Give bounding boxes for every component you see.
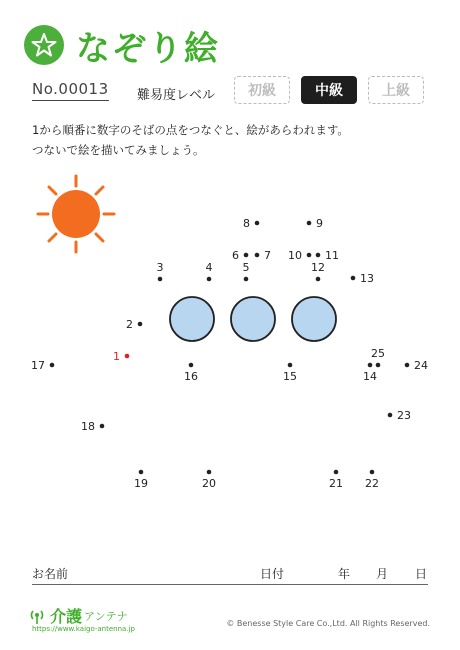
dot-label-17: 17: [31, 359, 45, 372]
dot-label-5: 5: [242, 261, 250, 274]
dot-10: [307, 253, 312, 258]
dot-label-18: 18: [81, 420, 95, 433]
dot-label-10: 10: [288, 249, 302, 262]
dot-15: [288, 363, 293, 368]
dot-label-4: 4: [205, 261, 213, 274]
dot-label-12: 12: [311, 261, 325, 274]
level-beginner-label: 初級: [248, 83, 276, 99]
window-3: [292, 297, 336, 341]
dot-9: [307, 221, 312, 226]
dot-label-22: 22: [365, 477, 379, 490]
dot-18: [100, 424, 105, 429]
dot-label-3: 3: [156, 261, 164, 274]
dot-17: [50, 363, 55, 368]
dot-label-2: 2: [126, 318, 133, 331]
dot-label-7: 7: [264, 249, 271, 262]
logo-name: 介護: [50, 607, 83, 626]
dot-5: [244, 277, 249, 282]
dot-label-19: 19: [134, 477, 148, 490]
name-label: お名前: [32, 567, 69, 581]
dot-label-8: 8: [243, 217, 250, 230]
dot-label-11: 11: [325, 249, 339, 262]
page-title: なぞり絵: [76, 28, 220, 69]
dot-21: [334, 470, 339, 475]
dot-label-25: 25: [371, 347, 385, 360]
sun-icon: [38, 176, 114, 252]
antenna-icon: [28, 607, 46, 625]
dot-12: [316, 277, 321, 282]
dot-label-16: 16: [184, 370, 198, 383]
dot-11: [316, 253, 321, 258]
dot-label-15: 15: [283, 370, 297, 383]
dot-24: [405, 363, 410, 368]
dot-2: [138, 322, 143, 327]
dot-16: [189, 363, 194, 368]
date-label: 日付: [260, 567, 285, 581]
dot-label-24: 24: [414, 359, 428, 372]
logo-sub: アンテナ: [84, 609, 128, 623]
dot-13: [351, 276, 356, 281]
instruction-line-2: つないで絵を描いてみましょう。: [32, 143, 205, 157]
dot-label-14: 14: [363, 370, 377, 383]
year-label: 年: [338, 567, 351, 581]
dot-label-21: 21: [329, 477, 343, 490]
dot-4: [207, 277, 212, 282]
window-2: [231, 297, 275, 341]
dot-19: [139, 470, 144, 475]
difficulty-label: 難易度レベル: [137, 88, 216, 103]
level-intermediate-label: 中級: [315, 83, 343, 99]
dot-25: [376, 363, 381, 368]
dot-23: [388, 413, 393, 418]
dot-label-23: 23: [397, 409, 411, 422]
dot-label-13: 13: [360, 272, 374, 285]
dot-20: [207, 470, 212, 475]
logo-url: https://www.kaigo-antenna.jp: [32, 625, 135, 633]
dot-3: [158, 277, 163, 282]
dot-14: [368, 363, 373, 368]
bus-windows: [170, 297, 336, 341]
dot-points: [31, 217, 428, 490]
dot-6: [244, 253, 249, 258]
puzzle-number: No.00013: [32, 80, 109, 101]
month-label: 月: [376, 567, 389, 581]
footer-divider: [32, 584, 428, 585]
level-advanced-label: 上級: [382, 83, 410, 99]
dot-8: [255, 221, 260, 226]
instruction-line-1: 1から順番に数字のそばの点をつなぐと、絵があらわれます。: [32, 123, 349, 137]
copyright: © Benesse Style Care Co.,Ltd. All Rights Reserved.: [226, 619, 430, 628]
dot-7: [255, 253, 260, 258]
window-1: [170, 297, 214, 341]
dot-label-1: 1: [113, 350, 120, 363]
dot-label-9: 9: [316, 217, 323, 230]
dot-22: [370, 470, 375, 475]
kaigo-antenna-logo: [28, 604, 128, 627]
dot-label-20: 20: [202, 477, 216, 490]
dot-label-6: 6: [232, 249, 239, 262]
day-label: 日: [415, 567, 428, 581]
dot-1: [125, 354, 130, 359]
